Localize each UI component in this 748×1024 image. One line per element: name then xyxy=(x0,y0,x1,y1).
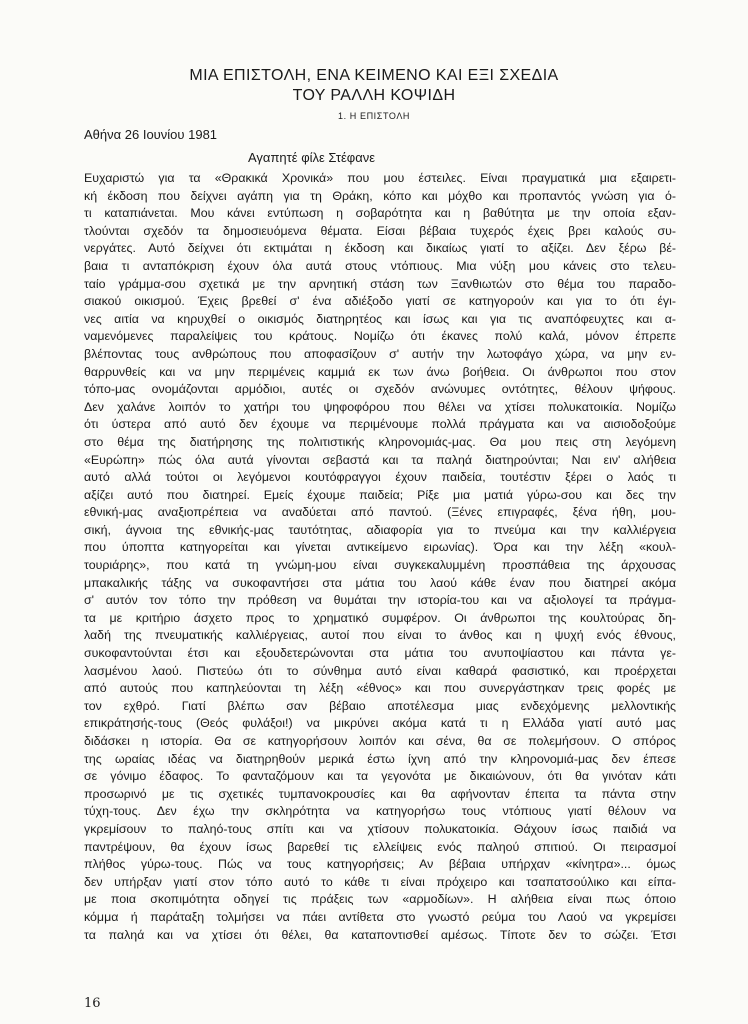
body-line: τα παληά και να χτίσει ότι θέλει, θα καταποντισθεί αμέσως. Τίποτε δεν το σώζει. Έτσι xyxy=(84,927,676,942)
title-line-1: ΜΙΑ ΕΠΙΣΤΟΛΗ, ΕΝΑ ΚΕΙΜΕΝΟ ΚΑΙ ΕΞΙ ΣΧΕΔΙΑ xyxy=(189,67,559,84)
body-line: Ευχαριστώ για τα «Θρακικά Χρονικά» που μου έστειλες. Είναι πραγματικά μια εξαιρετι- xyxy=(84,171,676,185)
body-line: νεργάτες. Αυτό δείχνει ότι εκτιμάται η έκδοση και δικαίως γιατί το αξίζει. Δεν ξέρω βέ- xyxy=(84,241,676,256)
body-line: πλήθος γύρω-τους. Πώς να τους κατηγορήσεις; Αν βέβαια υπήρχαν «κίνητρα»... όμως xyxy=(84,857,676,872)
body-line: γκρεμίσουν το παληό-τους σπίτι και να χτίσουν πολυκατοικία. Θάχουν ίσως παιδιά να xyxy=(84,821,676,836)
body-line: με ποια σκοπιμότητα οδηγεί τις πράξεις των «αρμοδίων». Η αλήθεια είναι πως όποιο xyxy=(84,892,676,907)
body-line: τα με κριτήριο άσχετο προς το χρηματικό συμφέρον. Οι άνθρωποι της κουλτούρας δη- xyxy=(84,610,676,625)
body-line: αυτό αλλά τούτοι οι λεγόμενοι κουτόφραγγοι έχουν παιδεία, τουτέστιν ξέρει ο λαός τι xyxy=(84,470,676,485)
body-line: σ' αυτόν τον τόπο την πρόθεση να θυμάται την ιστορία-του και να αξιολογεί τα πράγμα- xyxy=(84,593,676,608)
body-line: συκοφαντούνται έτσι και εξουδετερώνονται στα μάτια του ανυποψίαστου και πάντα γε- xyxy=(84,646,676,661)
body-line: εθνική-μας αναξιοπρέπεια να αναδύεται από παντού. (Ξένες επιγραφές, ξένα ήθη, μου- xyxy=(84,505,676,520)
body-line: που ύποπτα κατηγορείται και γίνεται αντικείμενο ειρωνίας). Όρα και την λέξη «κουλ- xyxy=(84,540,676,555)
body-line: «Ευρώπη» πώς όλα αυτά γίνονται σεβαστά και τα παληά διατηρούνται; Ναι ειν' αλήθεια xyxy=(84,452,676,467)
letter-salutation: Αγαπητέ φίλε Στέφανε xyxy=(248,150,376,165)
body-line: μπακαλικής τάξης να συκοφαντήσει στα μάτια του λαού κάθε έναν που διατηρεί ακόμα xyxy=(84,575,676,590)
body-line: αξίζει αυτό που διατηρεί. Εμείς έχουμε παιδεία; Ρίξε μια ματιά γύρω-σου και δες την xyxy=(84,487,676,502)
body-line: τουριάρης», που κατά τη γνώμη-μου είναι συγκεκαλυμμένη προσπάθεια της άρχουσας xyxy=(84,558,676,573)
body-line: λασμένου λαού. Πιστεύω ότι το σύνθημα αυτό είναι καθαρά φασιστικό, και προέρχεται xyxy=(84,663,676,678)
body-line: βλέποντας τους ανθρώπους που αποφασίζουν σ' αυτήν την λωτοφάγο χώρα, να μην εν- xyxy=(84,346,676,361)
body-line: τλούνται σχεδόν τα δημοσιευόμενα θέματα. Είσαι βέβαια τυχερός έχεις βρει καλούς συ- xyxy=(84,223,676,238)
body-line: βαια τι ανταπόκριση έχουν όλα αυτά στους ντόπιους. Μια νύξη μου κάνεις στο τελευ- xyxy=(84,258,676,273)
body-line: τον εχθρό. Γιατί βλέπω σαν βέβαιο αποτέλεσμα μιας ενδεχόμενης μελλοντικής xyxy=(84,698,676,713)
section-heading: 1. Η ΕΠΙΣΤΟΛΗ xyxy=(337,111,411,121)
body-line: ταίο γράμμα-σου σχετικά με την αρνητική στάση των Ξανθιωτών στο θέμα του παραδο- xyxy=(84,276,676,291)
body-line: σιακού οικισμού. Έχεις βρεθεί σ' ένα αδιέξοδο γιατί σε κατηγορούν και για το ότι έγι- xyxy=(84,294,676,309)
body-line: στο θέμα της διατήρησης της πολιτιστικής κληρονομιάς-μας. Θα μου πεις στη λεγόμενη xyxy=(84,434,676,449)
body-line: ναμενόμενες παραλείψεις του κράτους. Νομίζω ότι έκανες πολύ καλά, μόνον έπρεπε xyxy=(84,329,676,344)
body-line: τόπο-μας ονομάζονται αρμόδιοι, αυτές οι σχεδόν ανώνυμες οντότητες, θέλουν ψήφους. xyxy=(84,382,676,397)
body-line: ότι ύστερα από αυτό δεν έχουμε να περιμένουμε πολλά πράγματα και να αισιοδοξούμε xyxy=(84,417,676,432)
body-line: της ωραίας ιδέας να διατηρηθούν μερικά έστω ίχνη από την κληρονομιά-μας δεν έπεσε xyxy=(84,751,676,766)
body-line: σική, άγνοια της εθνικής-μας ταυτότητας, αδιαφορία για το πνεύμα και την καλλιέργεια xyxy=(84,522,676,537)
body-line: επικράτησής-τους (Θεός φυλάξοι!) να μικρύνει ακόμα κατά τι η Ελλάδα γιατί αυτό μας xyxy=(84,716,676,731)
body-line: νες αιτία να κηρυχθεί ο οικισμός διατηρητέος και ίσως και για τις αναπόφευχτες και α- xyxy=(84,311,676,326)
page-number: 16 xyxy=(84,996,101,1011)
title-line-2: ΤΟΥ ΡΑΛΛΗ ΚΟΨΙΔΗ xyxy=(292,87,456,104)
body-line: θαρρυνθείς και να μην περιμένεις καμμιά εκ των άνω βοήθεια. Οι άνθρωποι που στον xyxy=(84,364,676,379)
letter-date: Αθήνα 26 Ιουνίου 1981 xyxy=(84,127,218,142)
body-line: παντρέψουν, θα έχουν ίσως βαρεθεί τις ελλείψεις ενός παληού σπιτιού. Οι πειρασμοί xyxy=(84,839,676,854)
body-line: από αυτούς που καπηλεύονται τη λέξη «έθνος» και που συνεργάστηκαν τρεις φορές με xyxy=(84,681,676,696)
body-line: κή έκδοση που δείχνει αγάπη για τη Θράκη, κόπο και μόχθο και προπαντός γνώση για ό- xyxy=(84,188,676,203)
body-line: τι καταπιάνεται. Μου κάνει εντύπωση η σοβαρότητα και η βαθύτητα με την οποία εξαν- xyxy=(84,206,676,221)
body-line: δεν υπήρξαν γιατί στον τόπο αυτό το κάθε τι είναι πρόχειρο και τσαπατσούλικο και είπα- xyxy=(84,874,676,889)
body-line: κόμμα ή παράταξη τολμήσει να πάει αντίθετα στο γνωστό ρεύμα του Λαού να γκρεμίσει xyxy=(84,909,676,924)
body-line: σε γόνιμο έδαφος. Το φανταζόμουν και τα γεγονότα με δικαιώνουν, ότι θα γινόταν κάτι xyxy=(84,769,676,784)
letter-body xyxy=(84,170,676,944)
body-line: διδάσκει η ιστορία. Θα σε κατηγορήσουν λοιπόν και σένα, θα σε πολεμήσουν. Ο σπόρος xyxy=(84,734,676,748)
body-line: λαδή της πνευματικής καλλιέργειας, αυτοί που είναι το άνθος και η ψυχή ενός έθνους, xyxy=(84,628,676,643)
body-line: Δεν χαλάνε λοιπόν το χατήρι του ψηφοφόρου που θέλει να χτίσει πολυκατοικία. Νομίζω xyxy=(84,399,676,414)
body-line: τύχη-τους. Δεν έχω την σκληρότητα να κατηγορήσω τους ντόπιους γιατί θέλουν να xyxy=(84,804,676,819)
body-line: προσωρινό με τις σχετικές τυμπανοκρουσίες και θα αφήνονταν έπειτα τα πάντα στην xyxy=(84,786,676,801)
